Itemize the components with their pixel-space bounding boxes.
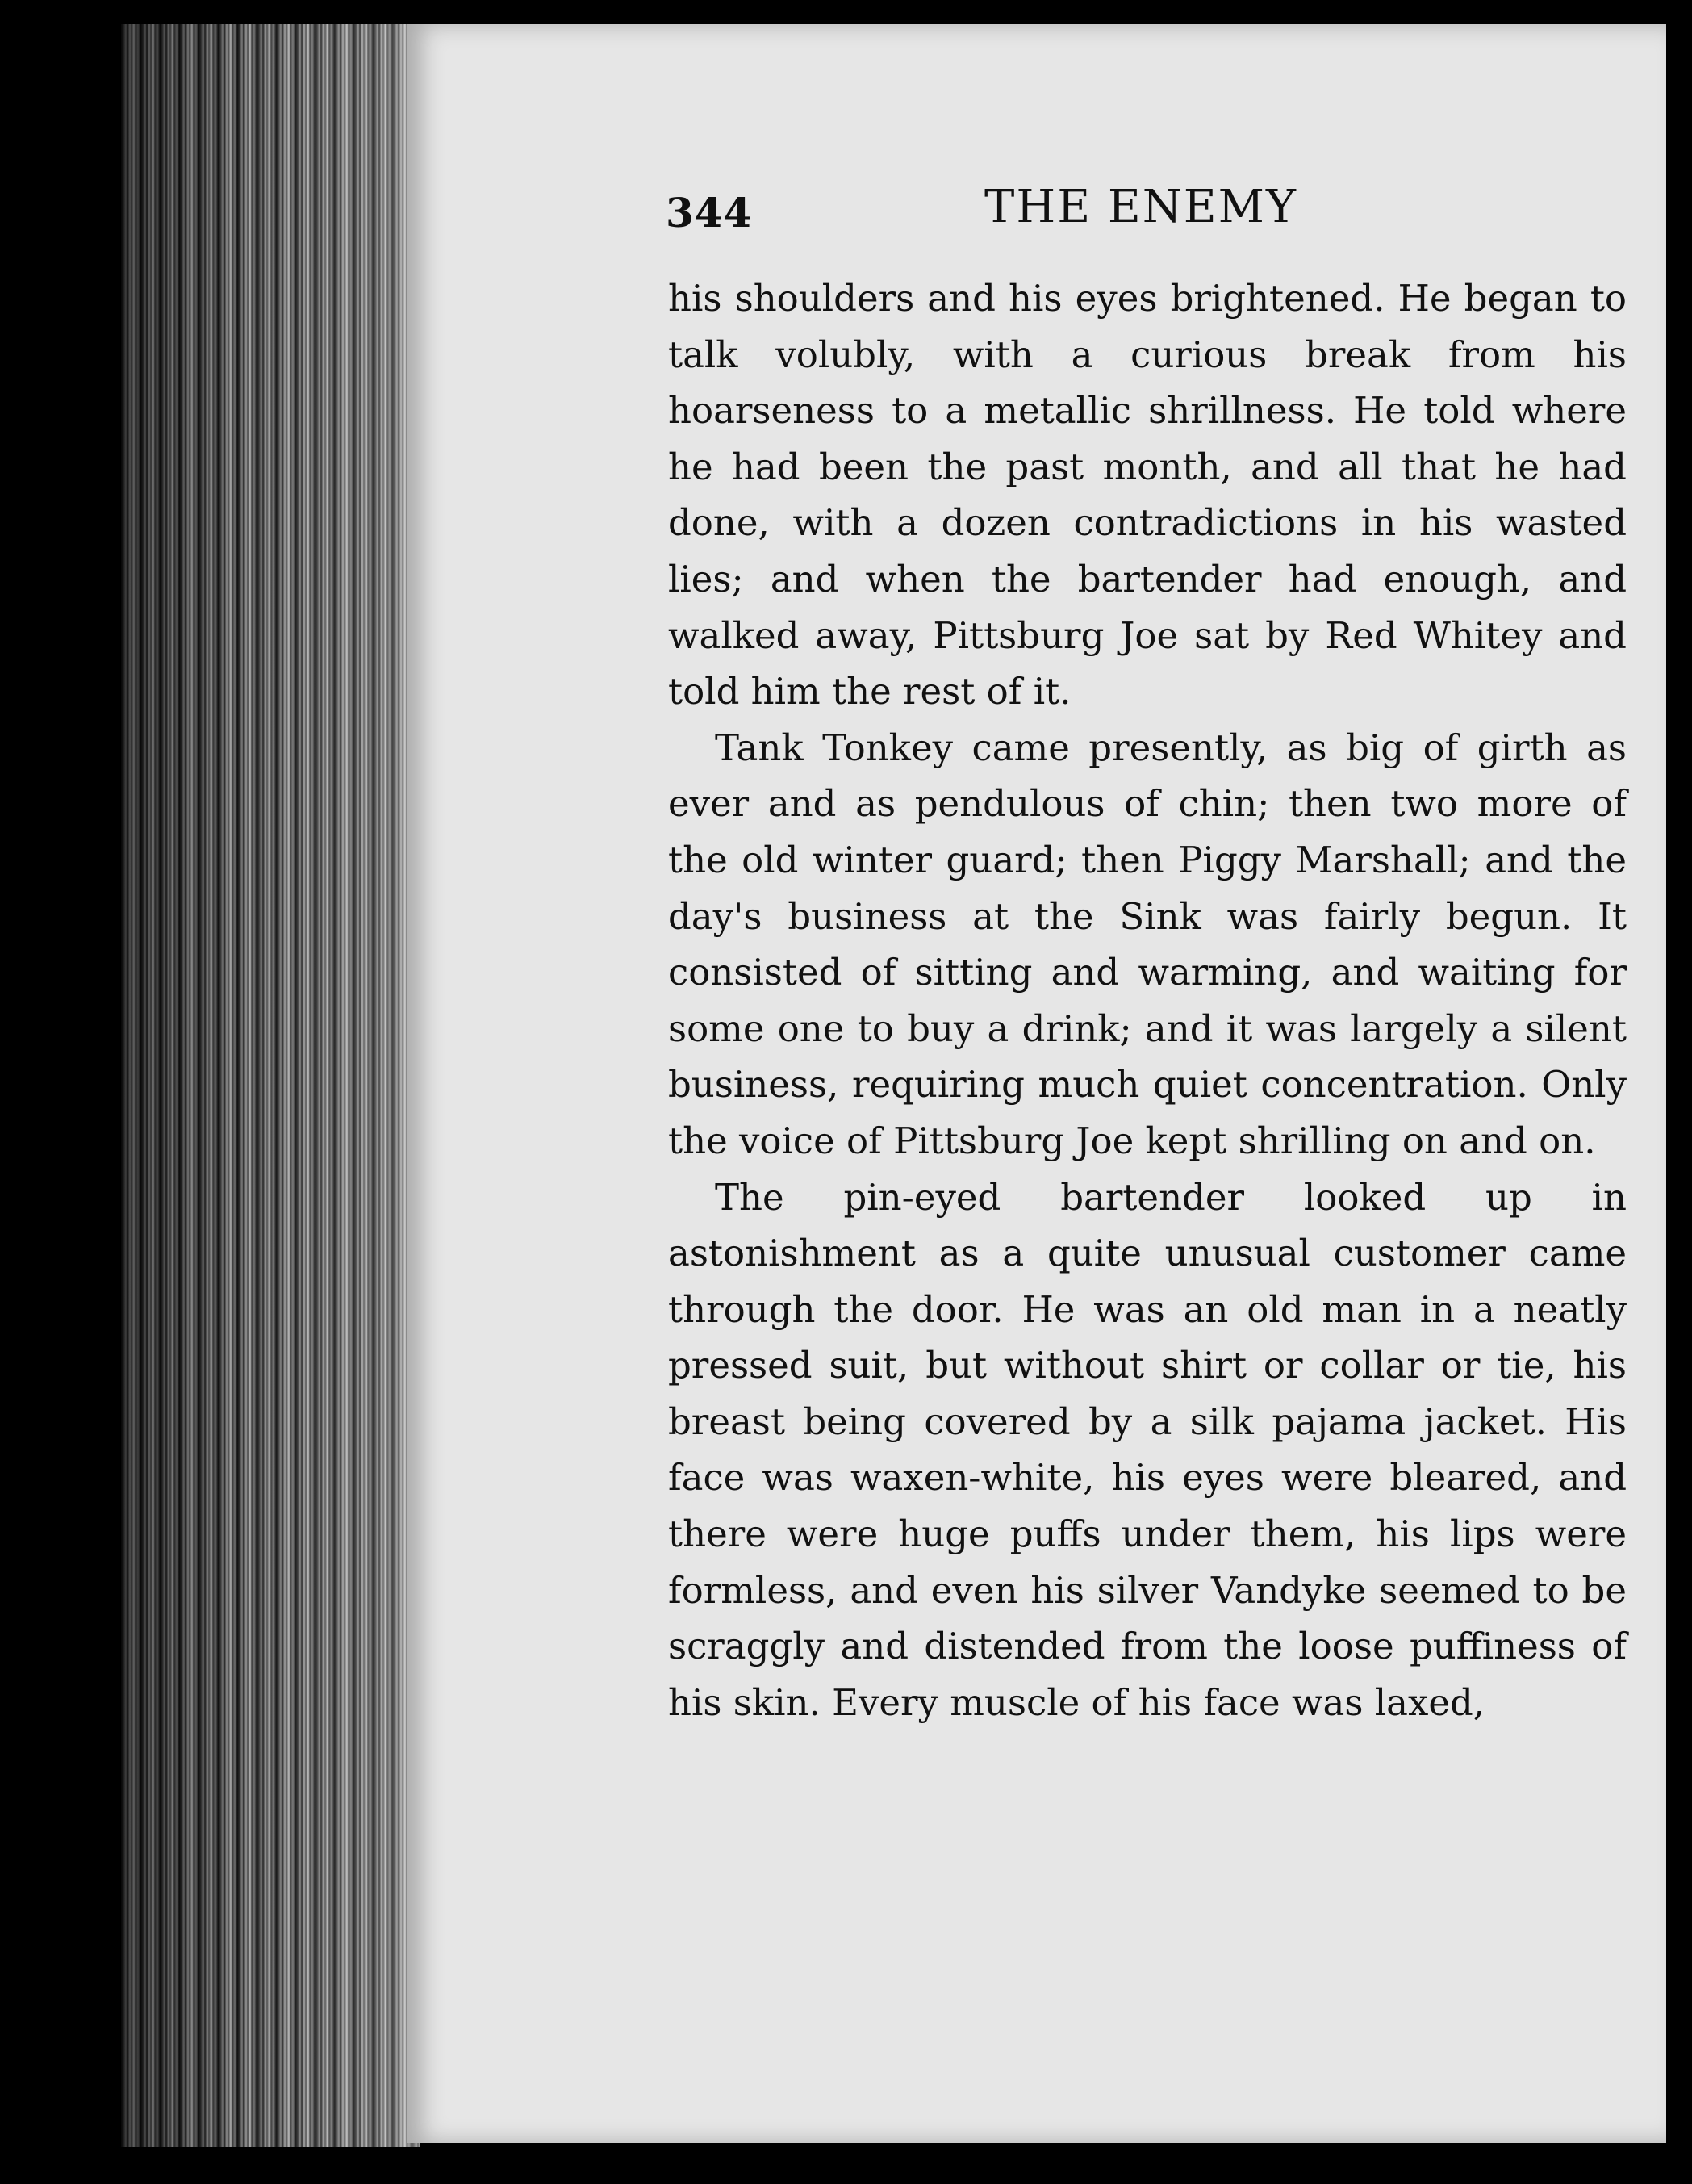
book-title: THE ENEMY <box>984 181 1297 233</box>
body-text <box>668 270 1627 1730</box>
paragraph-2: Tank Tonkey came presently, as big of girth as ever and as pendulous of chin; then two more of the old winter guard; then Piggy Marshall; and the day's business at the Sink was fairly begun. It consisted of sitting and warming, and waiting for some one to buy a drink; and it was largely a silent business, requiring much quiet concentration. Only the voice of Pittsburg Joe kept shrilling on and on. <box>668 726 1627 1162</box>
page-number: 344 <box>666 189 753 236</box>
paragraph-3: The pin-eyed bartender looked up in astonishment as a quite unusual customer came through the door. He was an old man in a neatly pressed suit, but without shirt or collar or tie, his breast being covered by a silk pajama jacket. His face was waxen-white, his eyes were bleared, and there were huge puffs under them, his lips were formless, and even his silver Vandyke seemed to be scraggly and distended from the loose puffiness of his skin. Every muscle of his face was laxed, <box>668 1175 1627 1724</box>
running-head <box>666 178 1626 242</box>
paragraph-1: his shoulders and his eyes brightened. He began to talk volubly, with a curious break from his hoarseness to a metallic shrillness. He told where he had been the past month, and all that he had done, with a dozen contradictions in his wasted lies; and when the bartender had enough, and walked away, Pittsburg Joe sat by Red Whitey and told him the rest of it. <box>668 277 1627 713</box>
page-edges <box>121 24 420 2147</box>
